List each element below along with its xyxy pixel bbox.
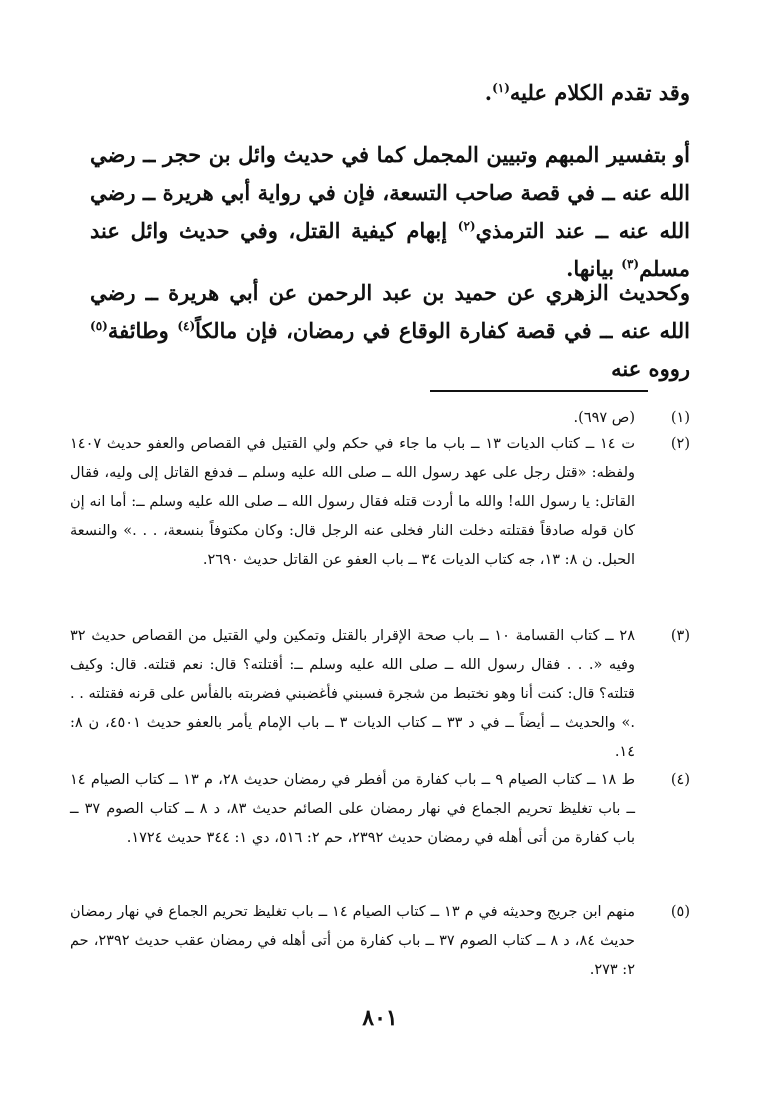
footnote-number: (٢) xyxy=(670,436,690,452)
footnote-number: (٥) xyxy=(670,904,690,920)
footnote-number: (١) xyxy=(670,410,690,426)
footnote-4 xyxy=(70,766,690,853)
footnote-2 xyxy=(70,430,690,575)
footnote-number: (٤) xyxy=(670,772,690,788)
main-text: رووه عنه xyxy=(611,356,690,381)
main-text: بيانها. xyxy=(566,256,622,281)
footnote-text: منهم ابن جريج وحديثه في م ١٣ ــ كتاب الصيام ١٤ ــ باب تغليظ تحريم الجماع في نهار رمضان حديث ٨٤، د ٨ ــ كتاب الصوم ٣٧ ــ باب كفارة من أتى أهله في رمضان عقب حديث ٢٣٩٢، حم ٢: ٢٧٣. xyxy=(70,904,635,978)
footnote-ref-3: (٣) xyxy=(621,257,640,271)
main-text: وقد تقدم الكلام عليه xyxy=(509,80,690,105)
main-text: أو بتفسير المبهم وتبيين المجمل كما في حديث وائل بن حجر ــ رضي الله عنه ــ في قصة صاحب التسعة، فإن في رواية أبي هريرة ــ رضي الله عنه ــ عند الترمذي xyxy=(90,142,690,243)
footnote-5 xyxy=(70,898,690,985)
footnote-1 xyxy=(70,404,690,433)
footnote-text: ط ١٨ ــ كتاب الصيام ٩ ــ باب كفارة من أفطر في رمضان حديث ٢٨، م ١٣ ــ كتاب الصيام ١٤ ــ باب تغليظ تحريم الجماع في نهار رمضان على الصائم حديث ٨٣، د ٨ ــ كتاب الصوم ٣٧ ــ باب كفارة من أتى أهله في رمضان حديث ٢٣٩٢، حم ٢: ٥١٦، دي ١: ٣٤٤ حديث ١٧٢٤. xyxy=(70,772,635,846)
main-text: . xyxy=(484,80,493,105)
footnote-number: (٣) xyxy=(670,628,690,644)
footnote-ref-5: (٥) xyxy=(90,319,108,333)
footnote-separator xyxy=(430,390,648,392)
main-text: وطائفة xyxy=(107,318,178,343)
main-paragraph-2 xyxy=(90,136,690,288)
footnote-ref-2: (٢) xyxy=(457,219,476,233)
main-text: وكحديث الزهري عن حميد بن عبد الرحمن عن أبي هريرة ــ رضي الله عنه ــ في قصة كفارة الوقاع في رمضان، فإن مالكاً xyxy=(90,280,691,343)
main-paragraph-3 xyxy=(90,274,690,388)
page-number: ٨٠١ xyxy=(362,1005,398,1031)
footnote-ref-4: (٤) xyxy=(177,319,196,333)
main-text: إبهام كيفية القتل، وفي حديث وائل عند مسلم xyxy=(90,218,690,281)
footnote-text: (ص ٦٩٧). xyxy=(573,410,635,426)
footnote-ref-1: (١) xyxy=(492,81,510,95)
footnote-3 xyxy=(70,622,690,767)
main-paragraph-1 xyxy=(90,74,690,112)
footnote-text: ٢٨ ــ كتاب القسامة ١٠ ــ باب صحة الإقرار بالقتل وتمكين ولي القتيل من القصاص حديث ٣٢ وفيه «. . . فقال رسول الله ــ صلى الله عليه وسلم ــ: أقتلته؟ قال: نعم قتلته. قال: وكيف قتلته؟ قال: كنت أنا وهو نختبط من شجرة فسبني فأغضبني فضربته بالفأس على قرنه فقتلته . . .» والحديث ــ أيضاً ــ في د ٣٣ ــ كتاب الديات ٣ ــ باب الإمام يأمر بالعفو حديث ٤٥٠١، ن ٨: ١٤. xyxy=(70,628,636,760)
footnote-text: ت ١٤ ــ كتاب الديات ١٣ ــ باب ما جاء في حكم ولي القتيل في القصاص والعفو حديث ١٤٠٧ ولفظه: «قتل رجل على عهد رسول الله ــ صلى الله عليه وسلم ــ فدفع القاتل إلى وليه، فقال القاتل: يا رسول الله! والله ما أردت قتله فقال رسول الله ــ صلى الله عليه وسلم ــ: أما انه إن كان قوله صادقاً فقتلته دخلت النار فخلى عنه الرجل قال: وكان مكتوفاً بنسعة، . . .» والنسعة الحبل. ن ٨: ١٣، جه كتاب الديات ٣٤ ــ باب العفو عن القاتل حديث ٢٦٩٠. xyxy=(70,436,636,568)
